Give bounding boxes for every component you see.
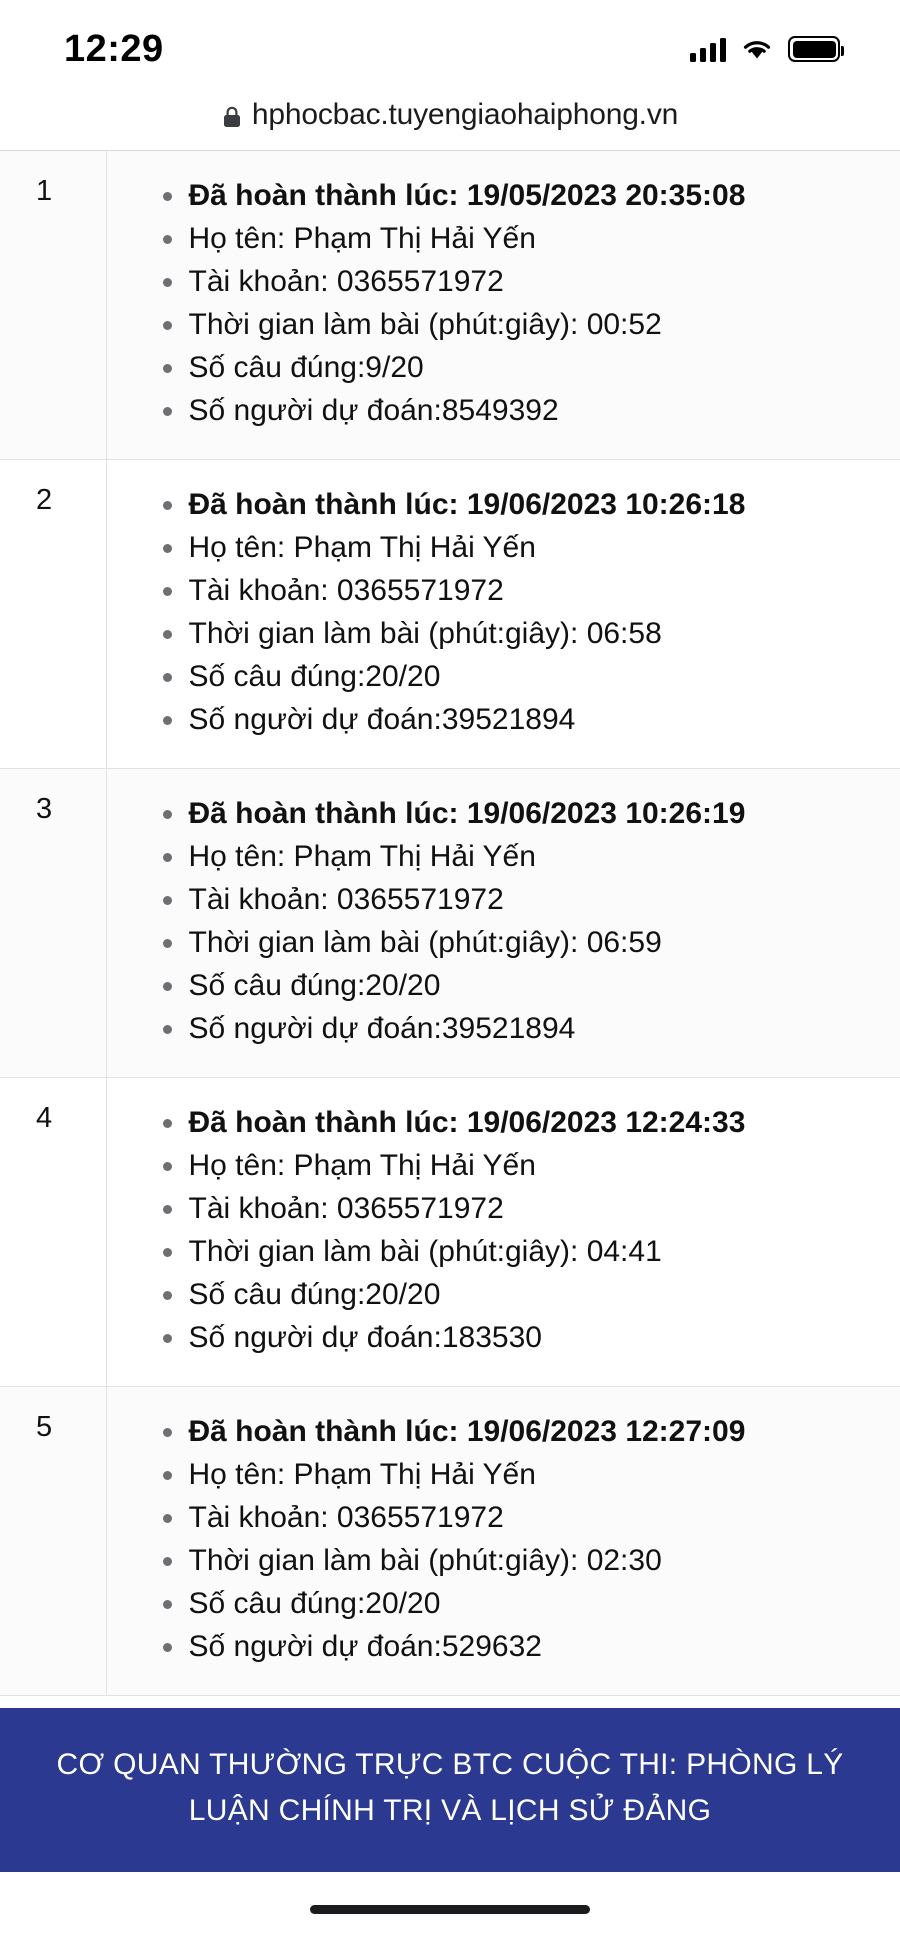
home-indicator[interactable]	[310, 1905, 590, 1914]
row-details	[106, 769, 900, 1078]
table-row	[0, 460, 900, 769]
table-row	[0, 1078, 900, 1387]
guess-count: Số người dự đoán:8549392	[131, 390, 881, 432]
status-indicators	[690, 26, 840, 62]
footer-line-1: CƠ QUAN THƯỜNG TRỰC BTC CUỘC THI: PHÒNG LÝ	[56, 1748, 844, 1781]
footer-line-2: LUẬN CHÍNH TRỊ VÀ LỊCH SỬ ĐẢNG	[188, 1794, 712, 1827]
account: Tài khoản: 0365571972	[131, 879, 881, 921]
row-details	[106, 1387, 900, 1696]
completed-at: Đã hoàn thành lúc: 19/06/2023 12:27:09	[131, 1411, 881, 1453]
row-index: 2	[0, 460, 106, 769]
row-details	[106, 460, 900, 769]
duration: Thời gian làm bài (phút:giây): 06:59	[131, 922, 881, 964]
account: Tài khoản: 0365571972	[131, 1188, 881, 1230]
full-name: Họ tên: Phạm Thị Hải Yến	[131, 836, 881, 878]
lock-icon	[222, 103, 242, 127]
table-row	[0, 769, 900, 1078]
wifi-icon	[740, 36, 774, 62]
guess-count: Số người dự đoán:39521894	[131, 699, 881, 741]
cellular-signal-icon	[690, 36, 726, 62]
duration: Thời gian làm bài (phút:giây): 00:52	[131, 304, 881, 346]
guess-count: Số người dự đoán:39521894	[131, 1008, 881, 1050]
table-row	[0, 1387, 900, 1696]
results-table	[0, 151, 900, 1696]
row-index: 1	[0, 151, 106, 460]
table-row	[0, 151, 900, 460]
correct-answers: Số câu đúng:20/20	[131, 1274, 881, 1316]
detail-list	[131, 175, 881, 432]
content-gap	[0, 1696, 900, 1708]
completed-at: Đã hoàn thành lúc: 19/05/2023 20:35:08	[131, 175, 881, 217]
correct-answers: Số câu đúng:9/20	[131, 347, 881, 389]
status-bar	[0, 0, 900, 88]
url-text: hphocbac.tuyengiaohaiphong.vn	[251, 98, 679, 131]
correct-answers: Số câu đúng:20/20	[131, 656, 881, 698]
browser-url-bar[interactable]	[0, 88, 900, 150]
home-indicator-area	[0, 1872, 900, 1946]
full-name: Họ tên: Phạm Thị Hải Yến	[131, 1454, 881, 1496]
full-name: Họ tên: Phạm Thị Hải Yến	[131, 527, 881, 569]
account: Tài khoản: 0365571972	[131, 261, 881, 303]
correct-answers: Số câu đúng:20/20	[131, 965, 881, 1007]
row-index: 5	[0, 1387, 106, 1696]
battery-icon	[788, 36, 840, 62]
completed-at: Đã hoàn thành lúc: 19/06/2023 10:26:19	[131, 793, 881, 835]
correct-answers: Số câu đúng:20/20	[131, 1583, 881, 1625]
account: Tài khoản: 0365571972	[131, 1497, 881, 1539]
account: Tài khoản: 0365571972	[131, 570, 881, 612]
row-index: 3	[0, 769, 106, 1078]
row-details	[106, 1078, 900, 1387]
detail-list	[131, 793, 881, 1050]
row-index: 4	[0, 1078, 106, 1387]
duration: Thời gian làm bài (phút:giây): 04:41	[131, 1231, 881, 1273]
footer-banner	[0, 1708, 900, 1872]
detail-list	[131, 1102, 881, 1359]
completed-at: Đã hoàn thành lúc: 19/06/2023 12:24:33	[131, 1102, 881, 1144]
completed-at: Đã hoàn thành lúc: 19/06/2023 10:26:18	[131, 484, 881, 526]
status-time: 12:29	[64, 27, 164, 70]
guess-count: Số người dự đoán:183530	[131, 1317, 881, 1359]
detail-list	[131, 484, 881, 741]
full-name: Họ tên: Phạm Thị Hải Yến	[131, 1145, 881, 1187]
detail-list	[131, 1411, 881, 1668]
page-content	[0, 151, 900, 1872]
duration: Thời gian làm bài (phút:giây): 02:30	[131, 1540, 881, 1582]
full-name: Họ tên: Phạm Thị Hải Yến	[131, 218, 881, 260]
duration: Thời gian làm bài (phút:giây): 06:58	[131, 613, 881, 655]
guess-count: Số người dự đoán:529632	[131, 1626, 881, 1668]
row-details	[106, 151, 900, 460]
